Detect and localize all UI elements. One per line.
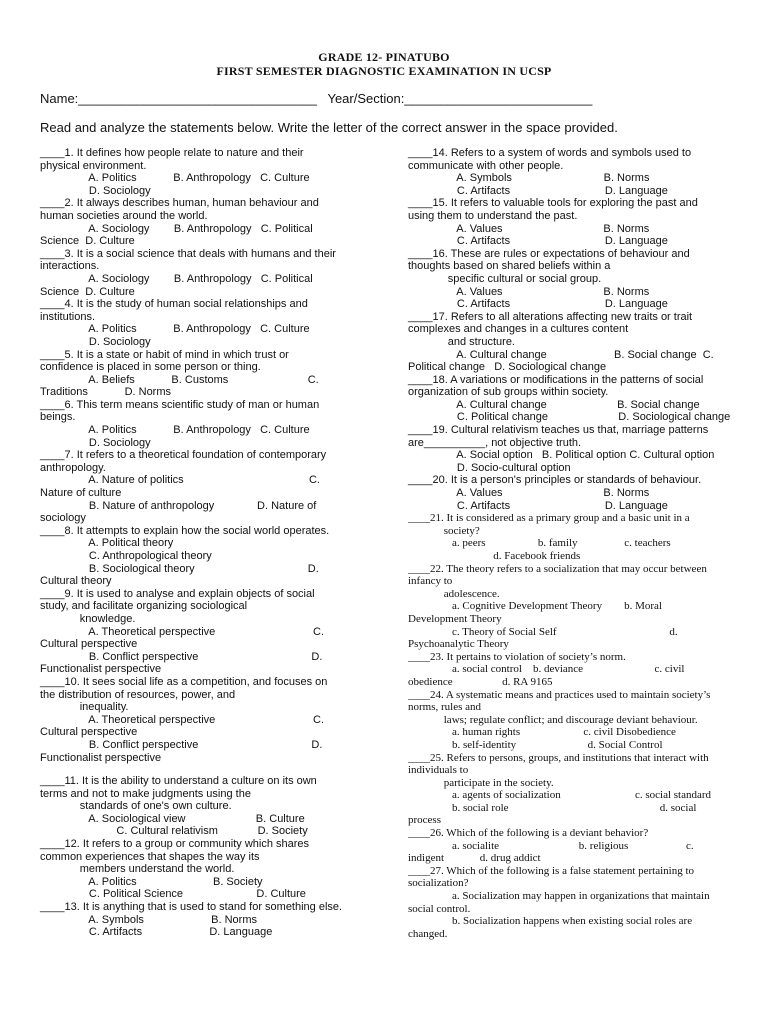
question-line: ____10. It sees social life as a competition, and focuses on bbox=[40, 675, 328, 688]
question-line: anthropology. bbox=[40, 461, 106, 474]
question-line: members understand the world. bbox=[40, 863, 235, 876]
question-line: ____16. These are rules or expectations of behaviour and bbox=[408, 247, 690, 260]
right-question-column bbox=[408, 147, 730, 940]
question-line: Development Theory bbox=[408, 612, 502, 625]
question-line: ____17. Refers to all alterations affecting new traits or trait bbox=[408, 310, 693, 323]
question-line: interactions. bbox=[40, 260, 100, 273]
question-item bbox=[408, 651, 730, 689]
question-line: A. Symbols B. Norms bbox=[40, 913, 257, 926]
question-line: study, and facilitate organizing sociological bbox=[40, 600, 248, 613]
question-item bbox=[408, 197, 730, 247]
question-item bbox=[40, 298, 352, 348]
question-line: are__________, not objective truth. bbox=[408, 436, 582, 449]
exam-subject-title: FIRST SEMESTER DIAGNOSTIC EXAMINATION IN UCSP bbox=[216, 64, 552, 78]
question-line: Traditions D. Norms bbox=[40, 386, 172, 399]
question-line: physical environment. bbox=[40, 159, 147, 172]
question-line: A. Symbols B. Norms bbox=[408, 172, 650, 185]
question-line: using them to understand the past. bbox=[408, 209, 578, 222]
question-line: Political change D. Sociological change bbox=[408, 361, 607, 374]
question-line: ____5. It is a state or habit of mind in which trust or bbox=[40, 348, 289, 361]
question-line: b. self-identity d. Social Control bbox=[408, 738, 663, 751]
question-item bbox=[40, 248, 352, 298]
question-line: socialization? bbox=[408, 877, 469, 890]
question-item bbox=[40, 399, 352, 449]
question-line: Cultural perspective bbox=[40, 726, 138, 739]
question-line: A. Sociology B. Anthropology C. Political bbox=[40, 272, 313, 285]
question-line: specific cultural or social group. bbox=[408, 272, 602, 285]
question-line: knowledge. bbox=[40, 612, 136, 625]
question-line: C. Artifacts D. Language bbox=[408, 499, 668, 512]
question-item bbox=[40, 588, 352, 676]
question-line: terms and not to make judgments using the bbox=[40, 787, 251, 800]
question-line: C. Artifacts D. Language bbox=[408, 298, 668, 311]
question-line: ____20. It is a person's principles or standards of behaviour. bbox=[408, 474, 702, 487]
question-line: ____24. A systematic means and practices used to maintain society’s bbox=[408, 688, 711, 701]
question-line: a. Cognitive Development Theory b. Moral bbox=[408, 600, 662, 613]
question-line: ____19. Cultural relativism teaches us that, marriage patterns bbox=[408, 424, 709, 437]
question-line: ____13. It is anything that is used to stand for something else. bbox=[40, 901, 343, 914]
question-line: infancy to bbox=[408, 575, 453, 588]
question-line: A. Politics B. Anthropology C. Culture bbox=[40, 172, 310, 185]
right-questions-serif bbox=[408, 512, 730, 940]
question-line: human societies around the world. bbox=[40, 209, 208, 222]
question-line: b. Socialization happens when existing social roles are bbox=[408, 915, 693, 928]
question-line: confidence is placed in some person or thing. bbox=[40, 361, 261, 374]
question-line: ____18. A variations or modifications in the patterns of social bbox=[408, 373, 704, 386]
question-line: A. Politics B. Society bbox=[40, 875, 263, 888]
question-line: institutions. bbox=[40, 310, 96, 323]
name-year-section-line: Name:_________________________________ Year/Section:__________________________ bbox=[40, 91, 593, 106]
question-line: A. Values B. Norms bbox=[408, 487, 650, 500]
question-line: social control. bbox=[408, 902, 471, 915]
question-line: C. Political change D. Sociological change bbox=[408, 411, 731, 424]
question-line: beings. bbox=[40, 411, 76, 424]
question-item bbox=[40, 525, 352, 588]
exam-grade-title: GRADE 12- PINATUBO bbox=[318, 50, 450, 64]
question-item bbox=[408, 248, 730, 311]
question-line: society? bbox=[408, 524, 480, 537]
question-line: Science D. Culture bbox=[40, 285, 135, 298]
question-line: sociology bbox=[40, 512, 86, 525]
question-item bbox=[408, 512, 730, 562]
question-line: A. Cultural change B. Social change bbox=[408, 398, 700, 411]
question-item bbox=[408, 865, 730, 941]
question-line: ____15. It refers to valuable tools for exploring the past and bbox=[408, 197, 698, 210]
question-line: C. Artifacts D. Language bbox=[408, 184, 668, 197]
question-line: A. Politics B. Anthropology C. Culture bbox=[40, 424, 310, 437]
question-line: A. Values B. Norms bbox=[408, 222, 650, 235]
question-line: Cultural theory bbox=[40, 575, 112, 588]
question-line: B. Conflict perspective D. bbox=[40, 738, 323, 751]
question-line: ____4. It is the study of human social relationships and bbox=[40, 298, 308, 311]
question-item bbox=[40, 449, 352, 525]
question-line: a. social control b. deviance c. civil bbox=[408, 663, 685, 676]
question-item bbox=[40, 197, 352, 247]
question-line: changed. bbox=[408, 927, 448, 940]
question-line: ____8. It attempts to explain how the social world operates. bbox=[40, 524, 330, 537]
question-line: A. Political theory bbox=[40, 537, 174, 550]
question-line: ____25. Refers to persons, groups, and institutions that interact with bbox=[408, 751, 709, 764]
question-item bbox=[40, 676, 352, 764]
question-line: d. Facebook friends bbox=[408, 550, 581, 562]
question-line: ____14. Refers to a system of words and symbols used to bbox=[408, 147, 692, 159]
question-line: A. Sociological view B. Culture bbox=[40, 812, 305, 825]
question-line: b. social role d. social bbox=[408, 801, 697, 814]
question-line: Science D. Culture bbox=[40, 235, 135, 248]
question-line: C. Artifacts D. Language bbox=[40, 926, 273, 939]
question-line: A. Values B. Norms bbox=[408, 285, 650, 298]
question-line: ____2. It always describes human, human behaviour and bbox=[40, 197, 319, 210]
question-line: ____9. It is used to analyse and explain objects of social bbox=[40, 587, 315, 600]
question-line: D. Sociology bbox=[40, 436, 151, 449]
question-line: communicate with other people. bbox=[408, 159, 564, 172]
left-question-column bbox=[40, 147, 352, 939]
question-line: D. Sociology bbox=[40, 184, 151, 197]
question-line: a. peers b. family c. teachers bbox=[408, 537, 671, 550]
question-line: A. Social option B. Political option C. Cultural option bbox=[408, 449, 715, 462]
question-line: complexes and changes in a cultures content bbox=[408, 323, 629, 336]
question-item bbox=[408, 311, 730, 374]
question-line: a. human rights c. civil Disobedience bbox=[408, 726, 676, 739]
question-line: D. Sociology bbox=[40, 335, 151, 348]
question-item bbox=[408, 147, 730, 197]
question-line: standards of one's own culture. bbox=[40, 800, 232, 813]
question-item bbox=[408, 563, 730, 651]
question-line: C. Anthropological theory bbox=[40, 550, 212, 562]
question-line: Psychoanalytic Theory bbox=[408, 638, 509, 651]
question-item bbox=[408, 474, 730, 512]
question-item bbox=[408, 689, 730, 752]
question-line: ____6. This term means scientific study of man or human bbox=[40, 398, 320, 411]
question-line: the distribution of resources, power, and bbox=[40, 688, 236, 701]
question-line: inequality. bbox=[40, 701, 129, 714]
question-line: norms, rules and bbox=[408, 701, 482, 714]
question-line: a. socialite b. religious c. bbox=[408, 839, 694, 852]
question-line: C. Artifacts D. Language bbox=[408, 235, 668, 248]
question-line: Cultural perspective bbox=[40, 638, 138, 651]
question-line: participate in the society. bbox=[408, 776, 554, 789]
question-item bbox=[408, 374, 730, 424]
question-line: ____22. The theory refers to a socialization that may occur between bbox=[408, 562, 707, 575]
question-line: ____1. It defines how people relate to nature and their bbox=[40, 147, 304, 159]
question-line: ____11. It is the ability to understand a culture on its own bbox=[40, 775, 317, 788]
question-line: laws; regulate conflict; and discourage deviant behaviour. bbox=[408, 713, 698, 726]
question-item bbox=[408, 424, 730, 474]
question-line: a. Socialization may happen in organizations that maintain bbox=[408, 890, 710, 903]
spacer bbox=[40, 764, 352, 775]
question-item bbox=[408, 827, 730, 865]
question-item bbox=[40, 901, 352, 939]
question-line: obedience d. RA 9165 bbox=[408, 675, 553, 688]
question-line: Functionalist perspective bbox=[40, 751, 162, 764]
question-line: ____12. It refers to a group or community which shares bbox=[40, 838, 310, 851]
question-line: A. Politics B. Anthropology C. Culture bbox=[40, 323, 310, 336]
question-line: A. Sociology B. Anthropology C. Political bbox=[40, 222, 313, 235]
question-line: A. Theoretical perspective C. bbox=[40, 713, 325, 726]
question-line: individuals to bbox=[408, 764, 469, 777]
question-line: ____26. Which of the following is a deviant behavior? bbox=[408, 827, 649, 840]
question-line: ____3. It is a social science that deals with humans and their bbox=[40, 247, 336, 260]
question-line: ____21. It is considered as a primary group and a basic unit in a bbox=[408, 512, 690, 525]
question-line: C. Political Science D. Culture bbox=[40, 888, 306, 901]
instructions: Read and analyze the statements below. Write the letter of the correct answer in the space provided. bbox=[40, 120, 618, 135]
question-line: common experiences that shapes the way its bbox=[40, 850, 260, 863]
question-line: A. Nature of politics C. bbox=[40, 474, 320, 487]
question-line: A. Theoretical perspective C. bbox=[40, 625, 325, 638]
question-line: B. Nature of anthropology D. Nature of bbox=[40, 499, 317, 512]
question-line: A. Cultural change B. Social change C. bbox=[408, 348, 714, 361]
question-line: a. agents of socialization c. social standard bbox=[408, 789, 712, 802]
question-item bbox=[40, 349, 352, 399]
question-line: B. Conflict perspective D. bbox=[40, 650, 323, 663]
right-questions-sans bbox=[408, 147, 730, 512]
question-item bbox=[408, 752, 730, 828]
question-item bbox=[40, 775, 352, 838]
question-line: B. Sociological theory D. bbox=[40, 562, 319, 575]
question-line: A. Beliefs B. Customs C. bbox=[40, 373, 319, 386]
question-line: Nature of culture bbox=[40, 487, 122, 500]
question-line: ____7. It refers to a theoretical foundation of contemporary bbox=[40, 449, 327, 462]
question-item bbox=[40, 838, 352, 901]
question-line: thoughts based on shared beliefs within a bbox=[408, 260, 611, 273]
question-line: C. Cultural relativism D. Society bbox=[40, 825, 308, 838]
question-line: organization of sub groups within society. bbox=[408, 386, 609, 399]
question-line: D. Socio-cultural option bbox=[408, 461, 571, 474]
question-item bbox=[40, 147, 352, 197]
question-line: and structure. bbox=[408, 335, 515, 348]
question-line: indigent d. drug addict bbox=[408, 852, 541, 865]
question-line: Functionalist perspective bbox=[40, 663, 162, 676]
question-line: ____23. It pertains to violation of society’s norm. bbox=[408, 650, 626, 663]
question-line: process bbox=[408, 814, 441, 827]
question-line: c. Theory of Social Self d. bbox=[408, 625, 678, 638]
question-line: ____27. Which of the following is a false statement pertaining to bbox=[408, 864, 695, 877]
question-line: adolescence. bbox=[408, 587, 500, 600]
